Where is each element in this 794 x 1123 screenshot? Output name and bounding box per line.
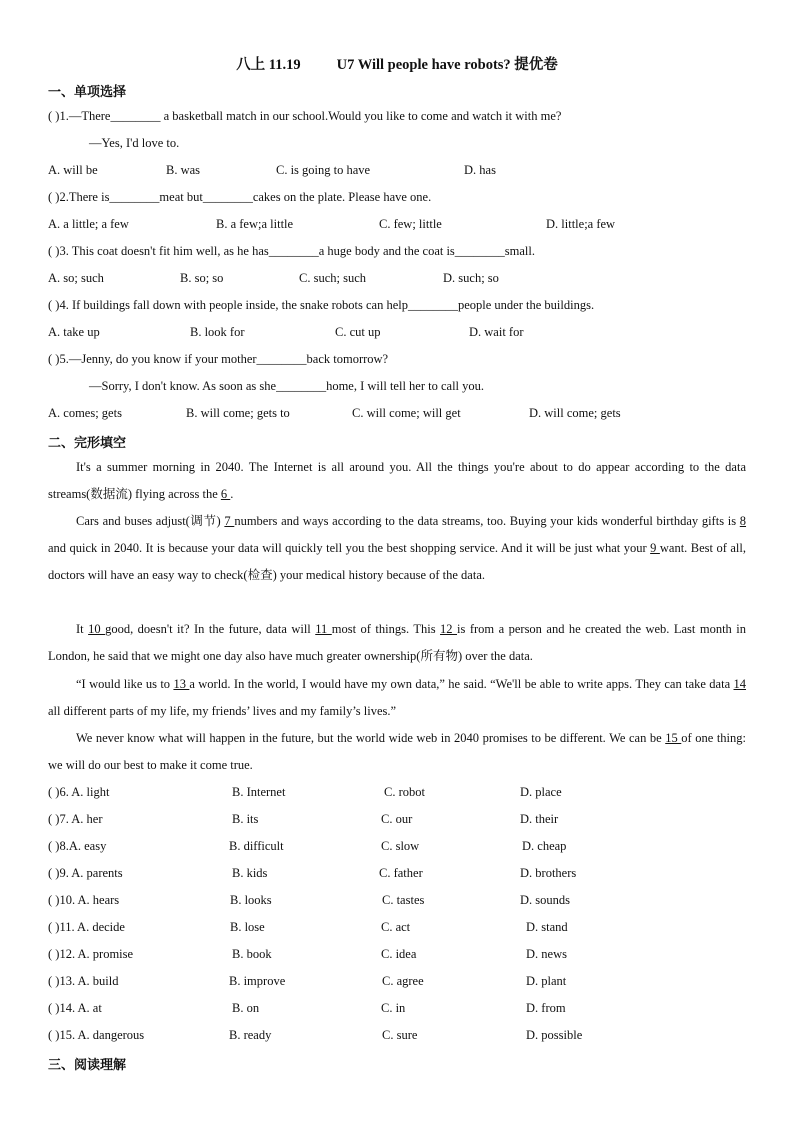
blank-8: 8 bbox=[739, 514, 747, 528]
choice-row: ( )10. A. hears B. looks C. tastes D. sounds bbox=[48, 893, 571, 907]
option-c: C. will come; will get bbox=[352, 406, 461, 420]
cloze-paragraph-2: Cars and buses adjust(调节) 7 numbers and ways according to the data streams, too. Buying your kids wonderful birthday gifts is 8 and quick in 2040. It is because your data will quickly tell you the best shopping service. And it will be just what your 9 want. Best of all, doctors will have an easy way to check(检查) your medical history because of the data. bbox=[48, 514, 747, 582]
section-heading-reading: 三、阅读理解 bbox=[48, 1058, 127, 1073]
option-c: C. cut up bbox=[335, 325, 381, 339]
option-a: A. will be bbox=[48, 163, 98, 177]
option-d: D. wait for bbox=[469, 325, 524, 339]
choice-row: ( )11. A. decide B. lose C. act D. stand bbox=[48, 920, 568, 934]
option-b: B. look for bbox=[190, 325, 245, 339]
blank-15: 15 bbox=[665, 731, 682, 745]
question-3-stem: ( )3. This coat doesn't fit him well, as he has________a huge body and the coat is________small. bbox=[48, 244, 536, 258]
option-b: B. was bbox=[166, 163, 201, 177]
option-d: D. has bbox=[464, 163, 496, 177]
question-1-reply: —Yes, I'd love to. bbox=[89, 136, 180, 150]
question-4-stem: ( )4. If buildings fall down with people inside, the snake robots can help________people under the buildings. bbox=[48, 298, 595, 312]
choice-row: ( )8.A. easy B. difficult C. slow D. cheap bbox=[48, 839, 567, 853]
cloze-paragraph-5: We never know what will happen in the future, but the world wide web in 2040 promises to be different. We can be 15 of one thing: we will do our best to make it come true. bbox=[48, 731, 746, 772]
option-d: D. little;a few bbox=[546, 217, 616, 231]
question-5-stem: ( )5.—Jenny, do you know if your mother________back tomorrow? bbox=[48, 352, 389, 366]
blank-14: 14 bbox=[733, 677, 747, 691]
cloze-paragraph-1: It's a summer morning in 2040. The Internet is all around you. All the things you're about to do appear according to the data streams(数据流) flying across the 6 . bbox=[48, 460, 746, 501]
cloze-paragraph-4: “I would like us to 13 a world. In the world, I would have my own data,” he said. “We'll be able to write apps. They can take data 14 all different parts of my life, my friends’ lives and my family’s lives.” bbox=[48, 677, 747, 718]
choice-row: ( )13. A. build B. improve C. agree D. plant bbox=[48, 974, 567, 988]
option-d: D. will come; gets bbox=[529, 406, 621, 420]
choice-row: ( )7. A. her B. its C. our D. their bbox=[48, 812, 559, 826]
blank-11: 11 bbox=[315, 622, 332, 636]
title-unit: U7 Will people have robots? 提优卷 bbox=[336, 57, 558, 73]
choice-row: ( )14. A. at B. on C. in D. from bbox=[48, 1001, 566, 1015]
choice-row: ( )12. A. promise B. book C. idea D. news bbox=[48, 947, 567, 961]
option-a: A. take up bbox=[48, 325, 100, 339]
option-c: C. few; little bbox=[379, 217, 442, 231]
blank-6: 6 bbox=[220, 487, 231, 501]
blank-9: 9 bbox=[650, 541, 660, 555]
question-2-stem: ( )2.There is________meat but________cakes on the plate. Please have one. bbox=[48, 190, 432, 204]
option-a: A. so; such bbox=[48, 271, 104, 285]
cloze-paragraph-3: It 10 good, doesn't it? In the future, data will 11 most of things. This 12 is from a person and he created the web. Last month in London, he said that we might one day also have much greater ownership(所有物) over the data. bbox=[48, 622, 747, 663]
option-a: A. a little; a few bbox=[48, 217, 129, 231]
option-c: C. such; such bbox=[299, 271, 367, 285]
option-c: C. is going to have bbox=[276, 163, 371, 177]
section-heading-cloze: 二、完形填空 bbox=[48, 436, 127, 451]
page-title bbox=[0, 53, 794, 74]
option-b: B. so; so bbox=[180, 271, 224, 285]
option-d: D. such; so bbox=[443, 271, 499, 285]
option-b: B. will come; gets to bbox=[186, 406, 290, 420]
blank-13: 13 bbox=[173, 677, 190, 691]
title-date: 八上 11.19 bbox=[236, 57, 301, 73]
section-heading-single-choice: 一、单项选择 bbox=[48, 85, 127, 100]
question-5-reply: —Sorry, I don't know. As soon as she________home, I will tell her to call you. bbox=[89, 379, 485, 393]
option-a: A. comes; gets bbox=[48, 406, 122, 420]
blank-7: 7 bbox=[224, 514, 235, 528]
option-b: B. a few;a little bbox=[216, 217, 294, 231]
choice-row: ( )15. A. dangerous B. ready C. sure D. possible bbox=[48, 1028, 583, 1042]
question-1-stem: ( )1.—There________ a basketball match in our school.Would you like to come and watch it with me? bbox=[48, 109, 562, 123]
blank-10: 10 bbox=[88, 622, 106, 636]
choice-row: ( )9. A. parents B. kids C. father D. brothers bbox=[48, 866, 577, 880]
choice-row: ( )6. A. light B. Internet C. robot D. place bbox=[48, 785, 562, 799]
blank-12: 12 bbox=[440, 622, 458, 636]
